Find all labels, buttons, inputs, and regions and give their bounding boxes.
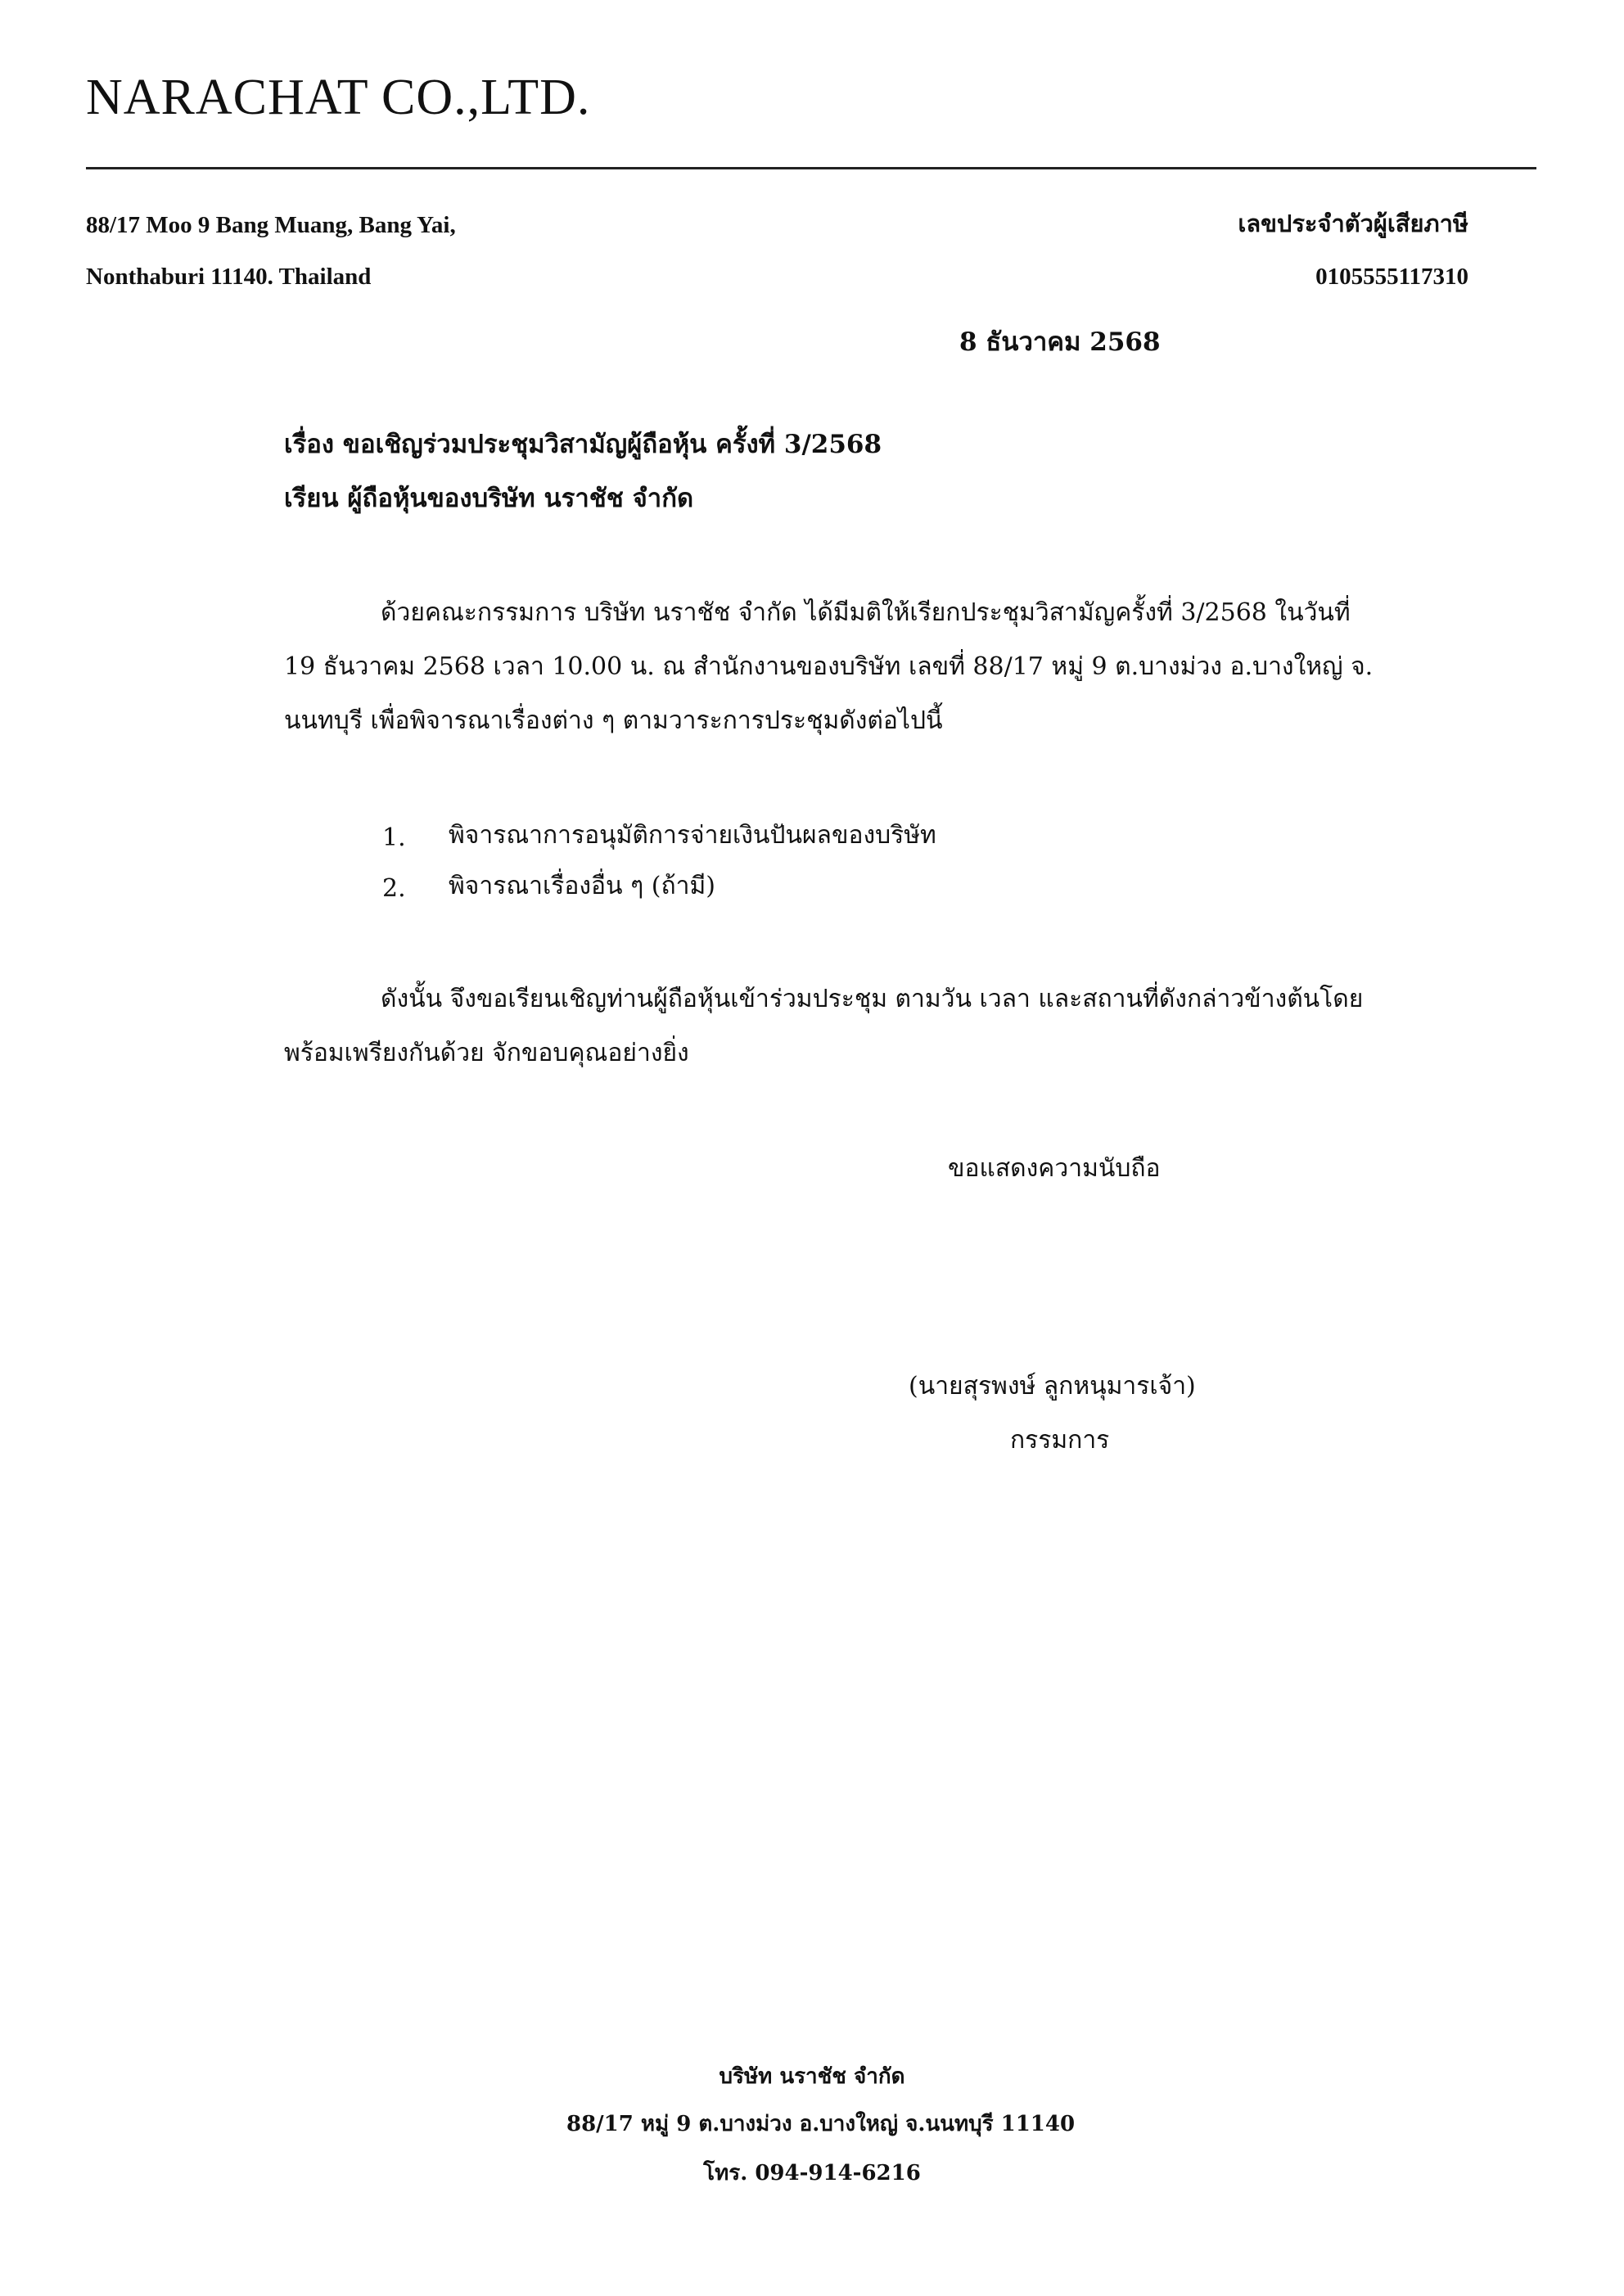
footer-phone: โทร. 094-914-6216 [703,2161,921,2185]
letter-subject: เรื่อง ขอเชิญร่วมประชุมวิสามัญผู้ถือหุ้น ครั้งที่ 3/2568 [284,430,882,459]
footer-address: 88/17 หมู่ 9 ต.บางม่วง อ.บางใหญ่ จ.นนทบุรี 11140 [566,2112,1076,2136]
agenda-item-1-text: พิจารณาการอนุมัติการจ่ายเงินปันผลของบริษัท [449,821,936,850]
agenda-item-1-number: 1. [382,823,406,852]
address-line-2: Nonthaburi 11140. Thailand [86,264,372,290]
tax-id-number: 0105555117310 [1315,264,1468,290]
company-name: NARACHAT CO.,LTD. [86,70,591,125]
footer-company: บริษัท นราชัช จำกัด [719,2064,905,2089]
agenda-item-2-number: 2. [382,874,406,903]
body-line-3: นนทบุรี เพื่อพิจารณาเรื่องต่าง ๆ ตามวาระการประชุมดังต่อไปนี้ [284,706,943,735]
body-line-1: ด้วยคณะกรรมการ บริษัท นราชัช จำกัด ได้มีมติให้เรียกประชุมวิสามัญครั้งที่ 3/2568 ในวันที่ [381,598,1351,627]
signer-name: (นายสุรพงษ์ ลูกหนุมารเจ้า) [909,1372,1196,1401]
agenda-item-2-text: พิจารณาเรื่องอื่น ๆ (ถ้ามี) [449,872,715,900]
body-line-2: 19 ธันวาคม 2568 เวลา 10.00 น. ณ สำนักงานของบริษัท เลขที่ 88/17 หมู่ 9 ต.บางม่วง อ.บางใหญ่ จ. [284,652,1374,681]
signer-title: กรรมการ [1010,1426,1110,1455]
tax-id-label: เลขประจำตัวผู้เสียภาษี [1238,210,1468,237]
letter-recipient: เรียน ผู้ถือหุ้นของบริษัท นราชัช จำกัด [284,484,694,513]
letter-date: 8 ธันวาคม 2568 [959,327,1161,357]
address-line-1: 88/17 Moo 9 Bang Muang, Bang Yai, [86,212,456,238]
sign-off: ขอแสดงความนับถือ [948,1154,1161,1183]
header-divider [86,167,1536,169]
closing-line-2: พร้อมเพรียงกันด้วย จักขอบคุณอย่างยิ่ง [284,1039,689,1067]
closing-line-1: ดังนั้น จึงขอเรียนเชิญท่านผู้ถือหุ้นเข้าร่วมประชุม ตามวัน เวลา และสถานที่ดังกล่าวข้างต้นโดย [381,985,1364,1013]
